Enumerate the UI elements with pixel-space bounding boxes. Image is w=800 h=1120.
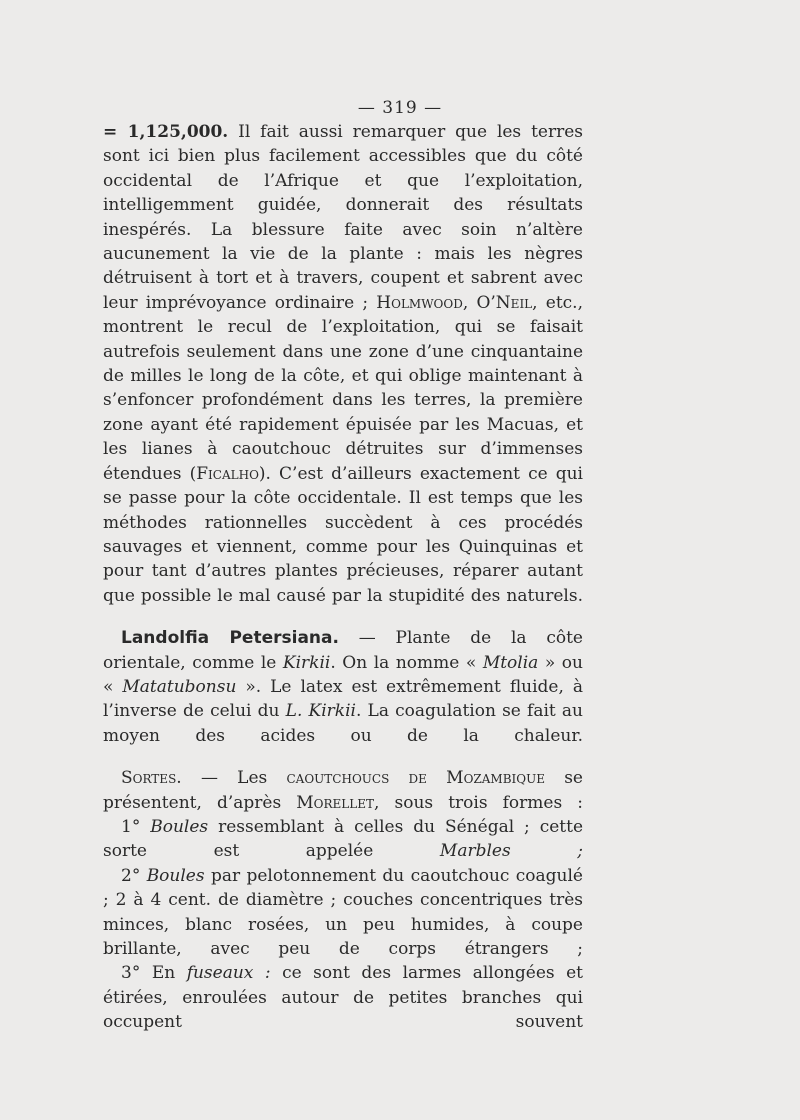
text-run: En <box>140 963 187 984</box>
term-l-kirkii: L. Kirkii <box>285 701 356 722</box>
text-run: » ou « <box>103 652 583 697</box>
paragraph-landolfia-petersiana <box>103 626 583 748</box>
term-fuseaux: fuseaux : <box>186 963 271 984</box>
list-item-2 <box>103 864 583 962</box>
text-run: ). C’est d’ailleurs exactement ce qui se passe pour la côte occidentale. Il est temps que les méthodes rationnelles succèdent à ces procédés sauvages et viennent, comme pour les Quinquinas et pour tant d’autres plantes précieuses, réparer autant que possible le mal causé par la stupidité des naturels. <box>103 463 583 606</box>
paragraph-caoutchouc-exploitation <box>103 120 583 608</box>
term-boules: Boules <box>150 816 209 837</box>
author-holmwood: Holmwood <box>376 292 463 313</box>
spacer <box>103 748 583 766</box>
text-run: . On la nomme « <box>330 652 483 673</box>
text-run: ». Le latex est extrêmement fluide, à l’inverse de celui du <box>103 676 583 722</box>
page-number: — 319 — <box>357 98 443 118</box>
term-caoutchoucs-mozambique: caoutchoucs de Mozambique <box>286 768 545 789</box>
figure-eq: = 1,125,000. <box>103 122 229 142</box>
term-mtolia: Mtolia <box>482 652 539 673</box>
list-item-1 <box>103 815 583 864</box>
term-marbles: Marbles ; <box>439 841 584 862</box>
item-number: 1° <box>121 816 141 837</box>
section-sortes: Sortes. <box>121 768 182 789</box>
text-run: ce sont des larmes allongées et étirées, enroulées autour de petites branches qui occupent souvent <box>103 963 583 1033</box>
term-boules: Boules <box>146 865 205 886</box>
text-run: , <box>462 292 477 313</box>
text-run: ressemblant à celles du Sénégal ; cette sorte est appelée <box>103 816 583 862</box>
text-run: Il fait aussi remarquer que les terres sont ici bien plus facilement accessibles que du côté occidental de l’Afrique et que l’exploitation, intelligemment guidée, donnerait des résultats inespérés. La blessure faite avec soin n’altère aucunement la vie de la plante : mais les nègres détruisent à tort et à travers, coupent et sabrent avec leur imprévoyance ordinaire ; <box>103 122 583 313</box>
term-matatubonsu: Matatubonsu <box>122 676 237 697</box>
term-kirkii: Kirkii <box>282 652 331 673</box>
text-run: se présentent, d’après <box>103 768 583 813</box>
text-run: par pelotonnement du caoutchouc coagulé ; 2 à 4 cent. de diamètre ; couches concentriques très minces, blanc rosées, un peu humides, à coupe brillante, avec peu de corps étrangers ; <box>103 865 583 959</box>
text-run: — Les <box>181 768 287 789</box>
text-run: — Plante de la côte orientale, comme le <box>103 628 583 673</box>
list-item-3 <box>103 961 583 1034</box>
author-morellet: Morellet <box>296 792 375 813</box>
item-number: 3° <box>121 963 141 984</box>
text-run: . La coagulation se fait au moyen des acides ou de la chaleur. <box>103 701 583 746</box>
paragraph-sortes <box>103 766 583 815</box>
item-number: 2° <box>121 865 141 886</box>
author-oneil: O’Neil <box>476 292 533 313</box>
author-ficalho: Ficalho <box>196 463 259 484</box>
species-heading: Landolfia Petersiana. <box>121 628 339 649</box>
spacer <box>103 608 583 626</box>
body-text <box>103 120 583 1035</box>
text-run: , etc., montrent le recul de l’exploitation, qui se faisait autrefois seulement dans une zone d’une cinquantaine de milles le long de la côte, et qui oblige maintenant à s’enfoncer profondément dans les terres, la première zone ayant été rapidement épuisée par les Macuas, et les lianes à caoutchouc détruites sur d’immenses étendues ( <box>103 292 583 484</box>
text-run: , sous trois formes : <box>374 792 584 813</box>
